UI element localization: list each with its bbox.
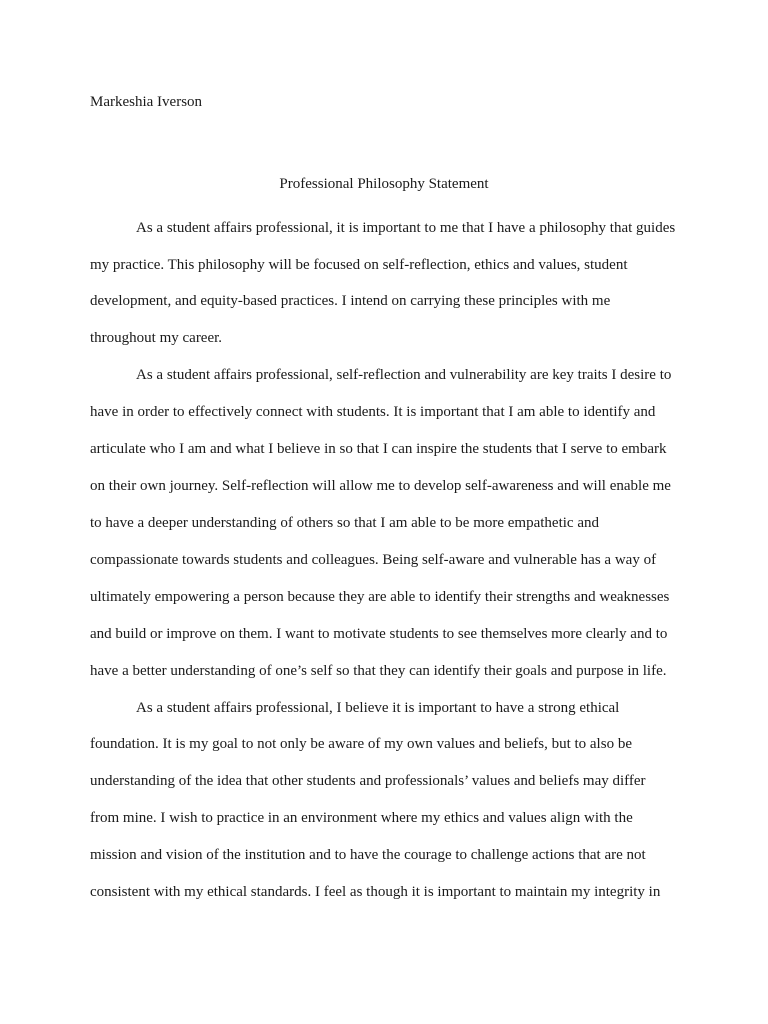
- paragraph-2-line-2: have in order to effectively connect with students. It is important that I am able to identify and: [90, 404, 656, 420]
- paragraph-2-line-6: compassionate towards students and colleagues. Being self-aware and vulnerable has a way of: [90, 552, 657, 568]
- paragraph-1-line-1: As a student affairs professional, it is important to me that I have a philosophy that guides: [136, 220, 676, 236]
- paragraph-2-line-5: to have a deeper understanding of others so that I am able to be more empathetic and: [90, 515, 599, 531]
- paragraph-3-line-3: understanding of the idea that other students and professionals’ values and beliefs may differ: [90, 773, 646, 789]
- author-name: Markeshia Iverson: [90, 94, 203, 110]
- paragraph-3-line-4: from mine. I wish to practice in an environment where my ethics and values align with the: [90, 810, 633, 826]
- paragraph-2-line-9: have a better understanding of one’s self so that they can identify their goals and purpose in life.: [90, 663, 667, 679]
- paragraph-2-line-7: ultimately empowering a person because they are able to identify their strengths and weaknesses: [90, 589, 670, 605]
- paragraph-2-line-1: As a student affairs professional, self-reflection and vulnerability are key traits I desire to: [136, 367, 672, 383]
- paragraph-2-line-3: articulate who I am and what I believe in so that I can inspire the students that I serve to embark: [90, 441, 667, 457]
- paragraph-3-line-5: mission and vision of the institution and to have the courage to challenge actions that are not: [90, 847, 646, 863]
- paragraph-2-line-8: and build or improve on them. I want to motivate students to see themselves more clearly and to: [90, 626, 668, 642]
- paragraph-3-line-1: As a student affairs professional, I believe it is important to have a strong ethical: [136, 700, 620, 716]
- paragraph-3-line-2: foundation. It is my goal to not only be aware of my own values and beliefs, but to also be: [90, 736, 632, 752]
- paragraph-1-line-2: my practice. This philosophy will be focused on self-reflection, ethics and values, student: [90, 257, 628, 273]
- paragraph-1-line-3: development, and equity-based practices. I intend on carrying these principles with me: [90, 293, 611, 309]
- paragraph-2-line-4: on their own journey. Self-reflection will allow me to develop self-awareness and will enable me: [90, 478, 671, 494]
- paragraph-1-line-4: throughout my career.: [90, 330, 223, 346]
- paragraph-3-line-6: consistent with my ethical standards. I feel as though it is important to maintain my integrity in: [90, 884, 661, 900]
- document-title: Professional Philosophy Statement: [279, 176, 489, 192]
